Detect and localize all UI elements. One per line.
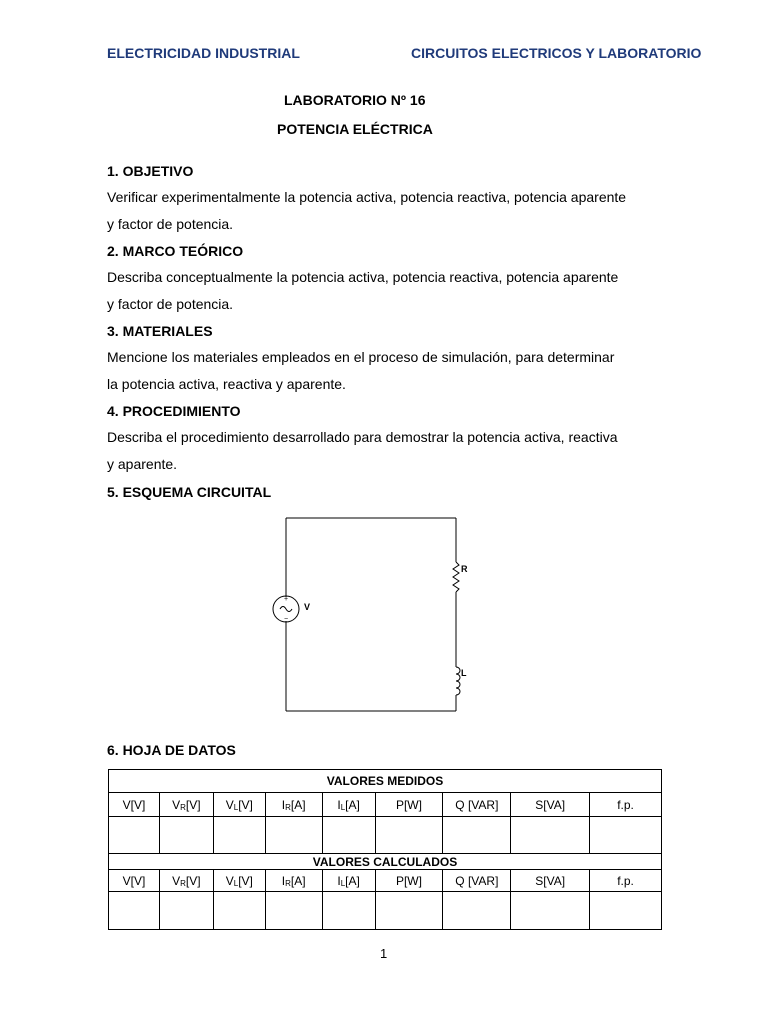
measured-header-row: [109, 793, 662, 817]
marco-line-1: Describa conceptualmente la potencia activa, potencia reactiva, potencia aparente: [107, 269, 619, 285]
objetivo-line-2: y factor de potencia.: [107, 216, 234, 232]
section-materiales-text: [107, 344, 687, 398]
col-s: S[VA]: [511, 793, 590, 817]
table-cell: [213, 892, 265, 930]
procedimiento-line-2: y aparente.: [107, 456, 178, 472]
section-marco-heading: 2. MARCO TEÓRICO: [107, 243, 244, 259]
measured-title: VALORES MEDIDOS: [109, 770, 662, 793]
header-left: ELECTRICIDAD INDUSTRIAL: [107, 45, 300, 61]
header-right: CIRCUITOS ELECTRICOS Y LABORATORIO: [411, 45, 702, 61]
source-label: V: [304, 602, 311, 612]
page-number: 1: [380, 946, 388, 961]
table-cell: [375, 892, 443, 930]
col-q: Q [VAR]: [443, 870, 511, 892]
lab-subtitle: POTENCIA ELÉCTRICA: [277, 121, 433, 137]
ac-wave-icon: [280, 607, 292, 612]
source-minus-sign: −: [284, 616, 289, 623]
lab-title: LABORATORIO Nº 16: [284, 92, 426, 108]
col-il: $I_L[A]$: [322, 870, 375, 892]
inductor-label: L: [461, 668, 467, 678]
table-cell: [322, 817, 375, 854]
table-cell: [265, 892, 322, 930]
table-cell: [213, 817, 265, 854]
table-cell: [590, 892, 662, 930]
col-vr: $V_R[V]$: [159, 793, 213, 817]
resistor-label: R: [461, 564, 468, 574]
table-cell: [109, 817, 160, 854]
col-s: S[VA]: [511, 870, 590, 892]
section-objetivo-text: [107, 184, 687, 238]
table-cell: [511, 892, 590, 930]
inductor-symbol: [456, 667, 460, 695]
section-procedimiento-heading: 4. PROCEDIMIENTO: [107, 403, 241, 419]
materiales-line-1: Mencione los materiales empleados en el proceso de simulación, para determinar: [107, 349, 615, 365]
table-cell: [375, 817, 443, 854]
table-cell: [590, 817, 662, 854]
col-q: Q [VAR]: [443, 793, 511, 817]
table-cell: [159, 892, 213, 930]
section-objetivo-heading: 1. OBJETIVO: [107, 163, 194, 179]
data-sheet-table: [108, 769, 662, 930]
section-esquema-heading: 5. ESQUEMA CIRCUITAL: [107, 484, 272, 500]
calculated-header-row: [109, 870, 662, 892]
section-materiales-heading: 3. MATERIALES: [107, 323, 213, 339]
measured-title-row: [109, 770, 662, 793]
table-cell: [443, 892, 511, 930]
materiales-line-2: la potencia activa, reactiva y aparente.: [107, 376, 346, 392]
col-ir: $I_R[A]$: [265, 793, 322, 817]
marco-line-2: y factor de potencia.: [107, 296, 234, 312]
table-cell: [109, 892, 160, 930]
col-fp: f.p.: [590, 870, 662, 892]
col-p: P[W]: [375, 793, 443, 817]
col-vl: $V_L[V]$: [213, 793, 265, 817]
calculated-title: VALORES CALCULADOS: [109, 854, 662, 870]
table-cell: [265, 817, 322, 854]
source-plus-sign: +: [284, 596, 289, 603]
col-ir: $I_R[A]$: [265, 870, 322, 892]
col-il: $I_L[A]$: [322, 793, 375, 817]
col-fp: f.p.: [590, 793, 662, 817]
procedimiento-line-1: Describa el procedimiento desarrollado para demostrar la potencia activa, reactiva: [107, 429, 618, 445]
col-vr: $V_R[V]$: [159, 870, 213, 892]
table-cell: [443, 817, 511, 854]
measured-empty-row: [109, 817, 662, 854]
objetivo-line-1: Verificar experimentalmente la potencia activa, potencia reactiva, potencia aparente: [107, 189, 627, 205]
col-v: V[V]: [109, 793, 160, 817]
resistor-symbol: [453, 562, 459, 592]
table-cell: [322, 892, 375, 930]
col-p: P[W]: [375, 870, 443, 892]
circuit-diagram: [260, 510, 480, 720]
col-v: V[V]: [109, 870, 160, 892]
table-cell: [511, 817, 590, 854]
col-vl: $V_L[V]$: [213, 870, 265, 892]
section-procedimiento-text: [107, 424, 687, 478]
section-hoja-heading: 6. HOJA DE DATOS: [107, 742, 236, 758]
calculated-title-row: [109, 854, 662, 870]
table-cell: [159, 817, 213, 854]
section-marco-text: [107, 264, 687, 318]
calculated-empty-row: [109, 892, 662, 930]
